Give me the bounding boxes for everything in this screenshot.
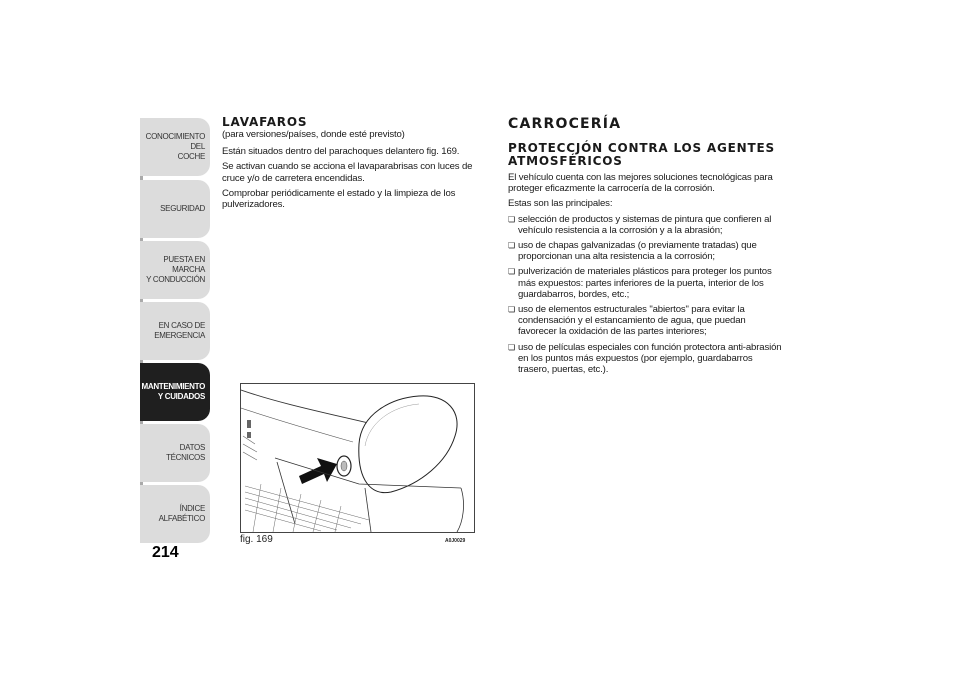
tab-mantenimiento-y-cuidados[interactable] bbox=[140, 363, 210, 421]
list-item: ❏ uso de chapas galvanizadas (o previamente tratadas) que proporcionan una alta resistencia a la corrosión; bbox=[508, 240, 784, 262]
list-item: ❏ uso de películas especiales con función protectora anti-abrasión en los puntos más expuestos (por ejemplo, guardabarros trasero, puertas, etc.). bbox=[508, 342, 784, 376]
tab-label: EN CASO DE EMERGENCIA bbox=[154, 321, 205, 340]
tab-en-caso-de-emergencia[interactable] bbox=[140, 302, 210, 360]
figure-code: A0J0029 bbox=[445, 538, 466, 544]
list-item: ❏ uso de elementos estructurales "abiertos" para evitar la condensación y el estancamiento de agua, que puedan favorecer la oxidación de las partes interiores; bbox=[508, 304, 784, 338]
tab-label: PUESTA EN MARCHA Y CONDUCCIÓN bbox=[146, 255, 205, 284]
paragraph: Están situados dentro del parachoques delantero fig. 169. bbox=[222, 146, 460, 158]
right-column bbox=[508, 116, 784, 379]
left-column bbox=[222, 116, 484, 214]
tab-datos-tecnicos[interactable] bbox=[140, 424, 210, 482]
tab-label: ÍNDICE ALFABÉTICO bbox=[158, 504, 205, 523]
figure-169 bbox=[240, 383, 475, 533]
tab-label: CONOCIMIENTO DEL COCHE bbox=[145, 132, 205, 161]
paragraph: Comprobar periódicamente el estado y la limpieza de los pulverizadores. bbox=[222, 187, 456, 211]
paragraph: Se activan cuando se acciona el lavaparabrisas con luces de cruce y/o de carretera encendidas. bbox=[222, 161, 473, 184]
section-heading-lavafaros: LAVAFAROS bbox=[222, 115, 308, 129]
figure-caption: fig. 169 bbox=[240, 534, 273, 545]
tab-label: DATOS TÉCNICOS bbox=[166, 443, 205, 462]
page-number: 214 bbox=[152, 544, 179, 561]
protection-list bbox=[508, 214, 784, 376]
lead-paragraph: Estas son las principales: bbox=[508, 198, 613, 210]
tab-label: SEGURIDAD bbox=[160, 204, 205, 213]
tab-puesta-en-marcha[interactable] bbox=[140, 241, 210, 299]
section-heading-proteccion: PROTECCJÓN CONTRA LOS AGENTES ATMOSFÉRICOS bbox=[508, 141, 775, 168]
headlamp-washer-illustration bbox=[241, 384, 474, 532]
section-subtitle: (para versiones/países, donde esté previsto) bbox=[222, 129, 405, 140]
list-item: ❏ selección de productos y sistemas de pintura que confieren al vehículo resistencia a la corrosión y a la abrasión; bbox=[508, 214, 784, 236]
chapter-title: CARROCERÍA bbox=[508, 116, 622, 132]
tab-indice-alfabetico[interactable] bbox=[140, 485, 210, 543]
intro-paragraph: El vehículo cuenta con las mejores soluciones tecnológicas para proteger eficazmente la carrocería de la corrosión. bbox=[508, 172, 773, 195]
list-item: ❏ pulverización de materiales plásticos para proteger los puntos más expuestos: partes inferiores de la puerta, interior de los guardabarros, bordes, etc.; bbox=[508, 266, 784, 300]
tab-conocimiento-del-coche[interactable] bbox=[140, 118, 210, 176]
tab-label: MANTENIMIENTO Y CUIDADOS bbox=[141, 382, 205, 401]
tab-seguridad[interactable] bbox=[140, 180, 210, 238]
